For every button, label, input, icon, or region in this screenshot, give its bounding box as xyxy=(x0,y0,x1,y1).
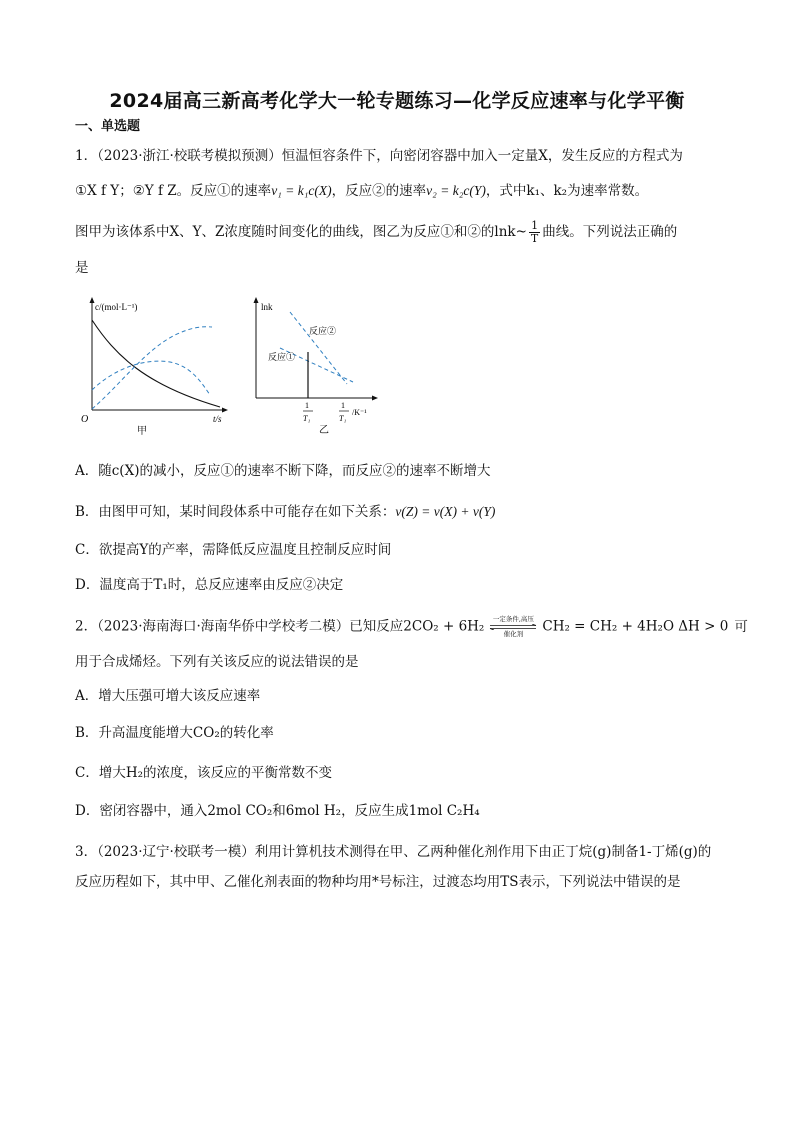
yi-label-r2: 反应② xyxy=(309,327,337,337)
section-heading: 一、单选题 xyxy=(75,119,141,134)
q1-option-d: D．温度高于T₁时，总反应速率由反应②决定 xyxy=(75,577,344,593)
yi-x-arrow xyxy=(372,396,378,401)
q1-stem-line-4: 是 xyxy=(75,260,89,276)
q1-text: ，反应②的速率 xyxy=(331,183,427,199)
q1-text-end: ，式中k₁、k₂为速率常数。 xyxy=(485,183,649,199)
q2-option-d: D．密闭容器中，通入2mol CO₂和6mol H₂，反应生成1mol C₂H₄ xyxy=(75,803,480,819)
q1-option-b-text: B．由图甲可知，某时间段体系中可能存在如下关系： xyxy=(75,504,396,520)
jia-caption: 甲 xyxy=(137,426,147,437)
jia-y-arrow xyxy=(90,297,95,303)
q2-text: 2．（2023·海南海口·海南华侨中学校考二模）已知反应 xyxy=(75,618,404,635)
q2-option-b: B．升高温度能增大CO₂的转化率 xyxy=(75,725,274,741)
q1-option-b xyxy=(75,502,495,522)
q1-reactions: ①X f Y；②Y f Z。反应①的速率 xyxy=(75,183,272,199)
one-over-t-fraction xyxy=(529,220,540,245)
arrow-condition-top: 一定条件,高压 xyxy=(492,615,534,623)
jia-x-arrow xyxy=(222,408,228,413)
frac-den: T xyxy=(530,232,539,245)
q1-rate1-formula: v₁ = k₁c(X) xyxy=(271,183,332,198)
q1-text-3a: 图甲为该体系中X、Y、Z浓度随时间变化的曲线，图乙为反应①和②的lnk~ xyxy=(75,224,527,240)
yi-y-arrow xyxy=(254,297,259,303)
q2-option-c: C．增大H₂的浓度，该反应的平衡常数不变 xyxy=(75,765,333,781)
yi-tick1-num: 1 xyxy=(305,401,309,410)
q1-text-3b: 曲线。下列说法正确的 xyxy=(542,224,678,240)
jia-origin: O xyxy=(81,414,89,425)
figure-yi xyxy=(254,297,379,436)
yi-x-unit: /K⁻¹ xyxy=(352,408,367,417)
jia-y-label: c/(mol·L⁻¹) xyxy=(95,302,138,312)
yi-tick2-den: T₁ xyxy=(339,414,347,423)
yi-tick2-num: 1 xyxy=(341,401,345,410)
q2-products: CH₂ = CH₂ + 4H₂O ΔH > 0 xyxy=(542,618,729,635)
q2-text-end: 可 xyxy=(734,618,748,635)
q3-stem-line-2: 反应历程如下，其中甲、乙催化剂表面的物种均用*号标注，过渡态均用TS表示，下列说法中错误的是 xyxy=(75,874,681,890)
q1-option-c: C．欲提高Y的产率，需降低反应温度且控制反应时间 xyxy=(75,542,392,558)
q3-stem-line-1: 3．（2023·辽宁·校联考一模）利用计算机技术测得在甲、乙两种催化剂作用下由正丁烷(g)制备1-丁烯(g)的 xyxy=(75,844,712,860)
figure-jia xyxy=(81,297,228,437)
q2-stem-line-2: 用于合成烯烃。下列有关该反应的说法错误的是 xyxy=(75,654,359,670)
q2-option-a: A．增大压强可增大该反应速率 xyxy=(75,688,261,704)
yi-label-r1: 反应① xyxy=(268,353,296,363)
equilibrium-arrow xyxy=(488,616,538,638)
q1-figures xyxy=(75,290,395,440)
q2-reactants: 2CO₂ + 6H₂ xyxy=(403,618,485,635)
yi-tick1-den: T₁ xyxy=(303,414,311,423)
q1-stem-line-3 xyxy=(75,220,677,245)
jia-curve-z xyxy=(92,327,212,409)
q1-stem-line-1: 1．（2023·浙江·校联考模拟预测）恒温恒容条件下，向密闭容器中加入一定量X，发生反应的方程式为 xyxy=(75,148,683,164)
q1-rate2-formula: v₂ = k₂c(Y) xyxy=(426,183,486,198)
yi-line-r1 xyxy=(290,312,347,384)
yi-y-label: lnk xyxy=(261,302,273,312)
q1-stem-line-2 xyxy=(75,181,648,201)
frac-num: 1 xyxy=(529,220,540,233)
jia-curve-x xyxy=(92,320,220,407)
q1-option-b-formula: v(Z) = v(X) + v(Y) xyxy=(395,504,496,519)
yi-caption: 乙 xyxy=(319,425,329,436)
jia-x-label: t/s xyxy=(213,414,222,424)
arrow-condition-bottom: 催化剂 xyxy=(503,630,524,638)
q1-option-a: A．随c(X)的减小，反应①的速率不断下降，而反应②的速率不断增大 xyxy=(75,463,491,479)
q2-stem-line-1 xyxy=(75,616,748,638)
document-title: 2024届高三新高考化学大一轮专题练习—化学反应速率与化学平衡 xyxy=(109,90,685,112)
